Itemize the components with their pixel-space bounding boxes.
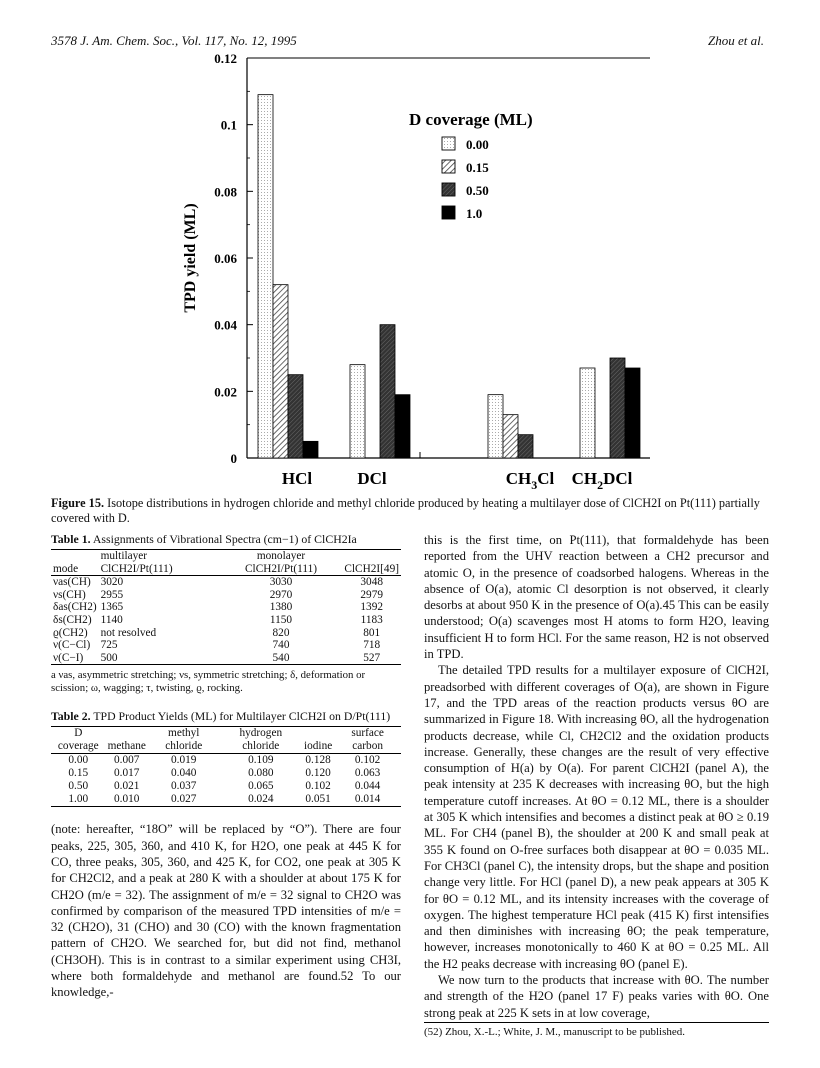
table-cell: 0.024: [248, 793, 274, 806]
table-cell: 2979: [360, 588, 383, 601]
table-cell: 1150: [269, 613, 293, 626]
bar-DCl-0.50: [380, 325, 395, 458]
table-cell: 820: [272, 626, 290, 639]
table-row: [51, 639, 401, 652]
table-cell: 3048: [360, 576, 383, 589]
left-column: [51, 532, 401, 1001]
y-tick-label: 0.1: [220, 117, 237, 133]
running-header-left: 3578 J. Am. Chem. Soc., Vol. 117, No. 12, 1995: [51, 33, 297, 48]
figure-caption: [51, 496, 766, 526]
x-category-label: $CH_3Cl$: [505, 469, 555, 492]
table2-header: surface carbon: [351, 727, 384, 753]
table-cell: 2970: [269, 588, 293, 601]
table1-title: Assignments of Vibrational Spectra (cm−1) of ClCH2Ia: [92, 532, 357, 546]
table-cell: 0.014: [354, 793, 381, 806]
table-cell: 0.044: [354, 780, 381, 793]
table-row: [51, 652, 401, 665]
table-cell: 1183: [360, 613, 383, 626]
reference-footnote: (52) Zhou, X.-L.; White, J. M., manuscript to be published.: [424, 1022, 769, 1038]
table-cell: 0.017: [114, 767, 140, 780]
table-cell: 0.065: [248, 780, 274, 793]
table-row: [51, 576, 401, 589]
table-row: [51, 767, 401, 780]
body-paragraph: The detailed TPD results for a multilayer exposure of ClCH2I, preadsorbed with different coverages of O(a), are shown in Figure 17, and the TPD areas of the reaction products versus θO are summarized in Figure 18. With increasing θO, all the hydrogenation products decrease, while Cl, CH2Cl2 and the oxidation products increase. Generally, these changes are the result of very effective consumption of H(a) by O(a). For parent ClCH2I (panel A), the peak intensity at 235 K decreases with increasing θO, but the high temperature cutoff increases. At θO = 0.12 ML, there is a shoulder at 305 K which intensifies and becomes a distinct peak at θO ≥ 0.19 ML. For CH4 (panel B), the shoulder at 200 K and small peak at 355 K found on O-free surfaces both disappear at θO = 0.035 ML. For CH3Cl (panel C), the intensity drops, but the shape and position change very little. For HCl (panel D), a new peak appears at 305 K for θO = 0.12 ML, and its intensity increases with the coverage of oxygen. The highest temperature HCl peak (415 K) first intensifies and then diminishes with increasing θO; the peak temperature, however, increases monotonically to 460 K at θO = 0.25 ML. All the H2 peaks decrease with increasing θO (panel E).: [424, 663, 769, 971]
table-cell: 0.15: [68, 767, 89, 780]
table-cell: δas(CH2): [53, 601, 97, 614]
y-tick-label: 0.02: [214, 384, 237, 400]
table2-header: hydrogen chloride: [239, 727, 283, 753]
table-cell: 1380: [269, 601, 293, 614]
table1-caption: [51, 532, 401, 546]
table-row: [51, 589, 401, 602]
x-category-label: HCl: [281, 469, 313, 488]
table-cell: 0.063: [354, 767, 381, 780]
legend-label: 0.00: [466, 137, 489, 152]
table-cell: 527: [363, 651, 381, 664]
table1: [51, 549, 401, 665]
table-cell: 0.010: [114, 793, 140, 806]
table-cell: 1140: [100, 613, 123, 626]
table-cell: 718: [363, 639, 381, 652]
body-paragraph: this is the first time, on Pt(111), that formaldehyde has been reported from the UHV reaction between a CH2 precursor and atomic O, in the presence of coadsorbed halogens. Whereas in the absence of O(a), atomic Cl desorption is not observed, it clearly desorbs at about 950 K in the presence of O(a).45 This can be easily understood; O(a) scavenges most H atoms to form H2O, leaving insufficient H to form HCl. For the same reason, H2 is not observed in TPD.: [424, 533, 769, 662]
table-cell: ν(C−I): [53, 651, 84, 664]
table2: [51, 726, 401, 807]
y-axis-label: TPD yield (ML): [182, 203, 199, 313]
table-cell: 500: [100, 651, 118, 664]
figure-caption-text: Isotope distributions in hydrogen chloride and methyl chloride produced by heating a multilayer dose of ClCH2I on Pt(111) partially covered with D.: [51, 496, 760, 525]
bar-CH3Cl-0.15: [503, 415, 518, 458]
table2-label: Table 2.: [51, 709, 91, 724]
table-row: [51, 754, 401, 768]
table-cell: 1.00: [68, 793, 89, 806]
table-cell: νas(CH): [53, 576, 91, 589]
right-column: [424, 532, 769, 1021]
table1-label: Table 1.: [51, 532, 91, 546]
table-cell: 2955: [100, 588, 124, 601]
body-paragraph: We now turn to the products that increase with θO. The number and strength of the H2O (panel 17 F) peaks varies with θO. One strong peak at 225 K sets in at low coverage,: [424, 973, 769, 1020]
y-tick-label: 0: [230, 451, 237, 466]
table-cell: 0.037: [171, 780, 197, 793]
table-cell: 1365: [100, 601, 124, 614]
table-cell: 0.50: [68, 780, 89, 793]
bar-HCl-0.00: [258, 95, 273, 458]
bar-HCl-1.0: [303, 441, 318, 458]
y-tick-label: 0.04: [214, 317, 237, 333]
legend-swatch: [442, 137, 455, 150]
table1-header: monolayer ClCH2I/Pt(111): [245, 550, 317, 575]
table1-footnote: a νas, asymmetric stretching; νs, symmetric stretching; δ, deformation or scission; ω, wagging; τ, twisting, ϱ, rocking.: [51, 669, 366, 695]
table2-header: D coverage: [57, 727, 99, 753]
table-row: [51, 614, 401, 627]
bar-DCl-0.00: [350, 365, 365, 458]
table-cell: 801: [363, 626, 381, 639]
table-cell: ν(C−Cl): [53, 639, 91, 652]
table-cell: not resolved: [100, 626, 157, 639]
table-row: [51, 627, 401, 640]
table2-header-row: [51, 727, 401, 754]
table-cell: 0.102: [354, 754, 381, 767]
legend-title: D coverage (ML): [409, 110, 533, 129]
y-tick-label: 0.12: [214, 51, 237, 66]
table2-caption: [51, 709, 401, 723]
table-row: [51, 780, 401, 793]
table-row: [51, 601, 401, 614]
legend-swatch: [442, 160, 455, 173]
legend-label: 0.15: [466, 160, 489, 175]
legend-label: 0.50: [466, 183, 489, 198]
table-cell: 0.051: [305, 793, 331, 806]
bar-CH2DCl-0.50: [610, 358, 625, 458]
table-cell: 0.019: [171, 754, 197, 767]
bar-HCl-0.50: [288, 375, 303, 458]
table1-header: multilayer ClCH2I/Pt(111): [100, 550, 173, 575]
table-cell: 0.040: [171, 767, 197, 780]
table-cell: 0.080: [248, 767, 274, 780]
table1-header-row: [51, 550, 401, 576]
table-cell: νs(CH): [53, 588, 86, 601]
table-cell: 3020: [100, 576, 124, 589]
table-cell: δs(CH2): [53, 613, 92, 626]
bar-CH3Cl-0.50: [518, 435, 533, 458]
bar-HCl-0.15: [273, 285, 288, 458]
table-cell: 0.021: [114, 780, 140, 793]
table1-header: ClCH2I[49]: [344, 562, 399, 575]
table1-header: mode: [53, 562, 79, 575]
table2-header: methane: [107, 740, 146, 753]
y-tick-label: 0.06: [214, 251, 237, 266]
table-cell: 0.109: [248, 754, 274, 767]
table-cell: ϱ(CH2): [53, 626, 88, 639]
table-cell: 0.120: [305, 767, 331, 780]
table-cell: 725: [100, 639, 118, 652]
table-cell: 0.102: [305, 780, 331, 793]
table-cell: 0.007: [114, 754, 140, 767]
table-cell: 1392: [360, 601, 383, 614]
legend-swatch: [442, 206, 455, 219]
figure-15-bar-chart: [0, 0, 820, 495]
table-cell: 540: [272, 651, 290, 664]
x-category-label: DCl: [357, 469, 387, 488]
table-cell: 3030: [269, 576, 293, 589]
table-cell: 0.128: [305, 754, 331, 767]
bar-CH2DCl-0.00: [580, 368, 595, 458]
x-category-label: $CH_2DCl$: [571, 469, 633, 492]
table-row: [51, 793, 401, 807]
table-cell: 0.027: [171, 793, 197, 806]
table2-header: iodine: [304, 740, 333, 753]
legend-label: 1.0: [466, 206, 483, 221]
bar-CH3Cl-0.00: [488, 395, 503, 458]
table-cell: 740: [272, 639, 290, 652]
table-cell: 0.00: [68, 754, 89, 767]
table2-title: TPD Product Yields (ML) for Multilayer ClCH2I on D/Pt(111): [93, 709, 391, 724]
figure-label: Figure 15.: [51, 496, 105, 510]
y-tick-label: 0.08: [214, 184, 237, 200]
bar-DCl-1.0: [395, 395, 410, 458]
running-header-right: Zhou et al.: [708, 33, 764, 48]
table2-header: methyl chloride: [165, 727, 203, 753]
body-text-left: (note: hereafter, “18O” will be replaced by “O”). There are four peaks, 225, 305, 360, and 410 K, for H2O, one peak at 445 K for CO, three peaks, 305, 360, and 425 K, for CO2, one peak at 305 K for CH2Cl2, and a peak at 280 K with a shoulder at about 175 K for CH2O (m/e = 32). The assignment of m/e = 32 signal to CH2O was confirmed by comparison of the measured TPD intensities of m/e = 32 (CH2O), 31 (CHO) and 30 (CO) with the known fragmentation pattern of CH2O. We searched for, but did not find, methanol (CH3OH). This is in contrast to a similar experiment using CH3I, where both formaldehyde and methanol are found.52 To our knowledge,-: [51, 822, 401, 1000]
legend-swatch: [442, 183, 455, 196]
bar-CH2DCl-1.0: [625, 368, 640, 458]
